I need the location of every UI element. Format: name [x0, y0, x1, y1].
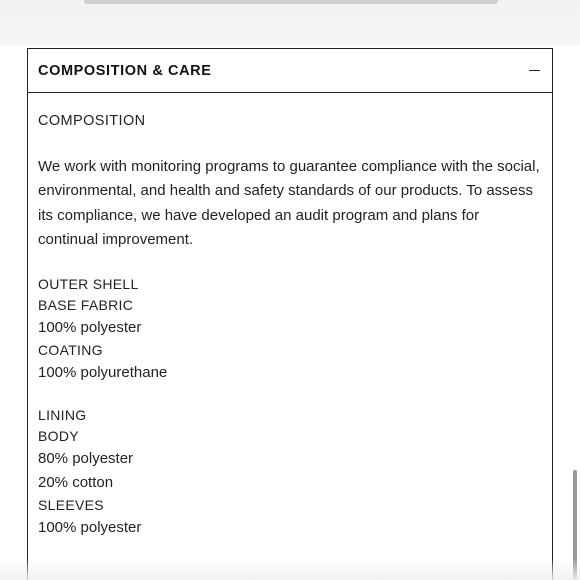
body-value-polyester: 80% polyester — [38, 450, 134, 468]
composition-intro-text: We work with monitoring programs to guarantee compliance with the social, environmental, and health and safety standards of our products. To assess its compliance, we have developed an audit program and plans for continual improvement. — [38, 158, 540, 248]
outer-shell-group — [38, 274, 542, 385]
body-label: BODY — [38, 428, 79, 445]
accordion-body — [28, 93, 552, 540]
sleeves-label: SLEEVES — [38, 497, 104, 514]
minus-icon[interactable] — [529, 70, 540, 72]
lining-label: LINING — [38, 407, 87, 424]
bottom-fade — [0, 558, 580, 580]
accordion-title: COMPOSITION & CARE — [38, 62, 212, 79]
composition-care-accordion — [27, 48, 553, 580]
outer-shell-label: OUTER SHELL — [38, 276, 139, 293]
composition-heading: COMPOSITION — [38, 113, 146, 129]
coating-label: COATING — [38, 342, 103, 359]
base-fabric-value: 100% polyester — [38, 319, 142, 337]
top-background-strip — [0, 0, 580, 46]
top-image-edge — [84, 0, 498, 4]
lining-group — [38, 405, 542, 540]
body-value-cotton: 20% cotton — [38, 474, 114, 492]
accordion-header[interactable] — [28, 49, 552, 93]
sleeves-value: 100% polyester — [38, 519, 142, 537]
base-fabric-label: BASE FABRIC — [38, 297, 134, 314]
coating-value: 100% polyurethane — [38, 364, 168, 382]
